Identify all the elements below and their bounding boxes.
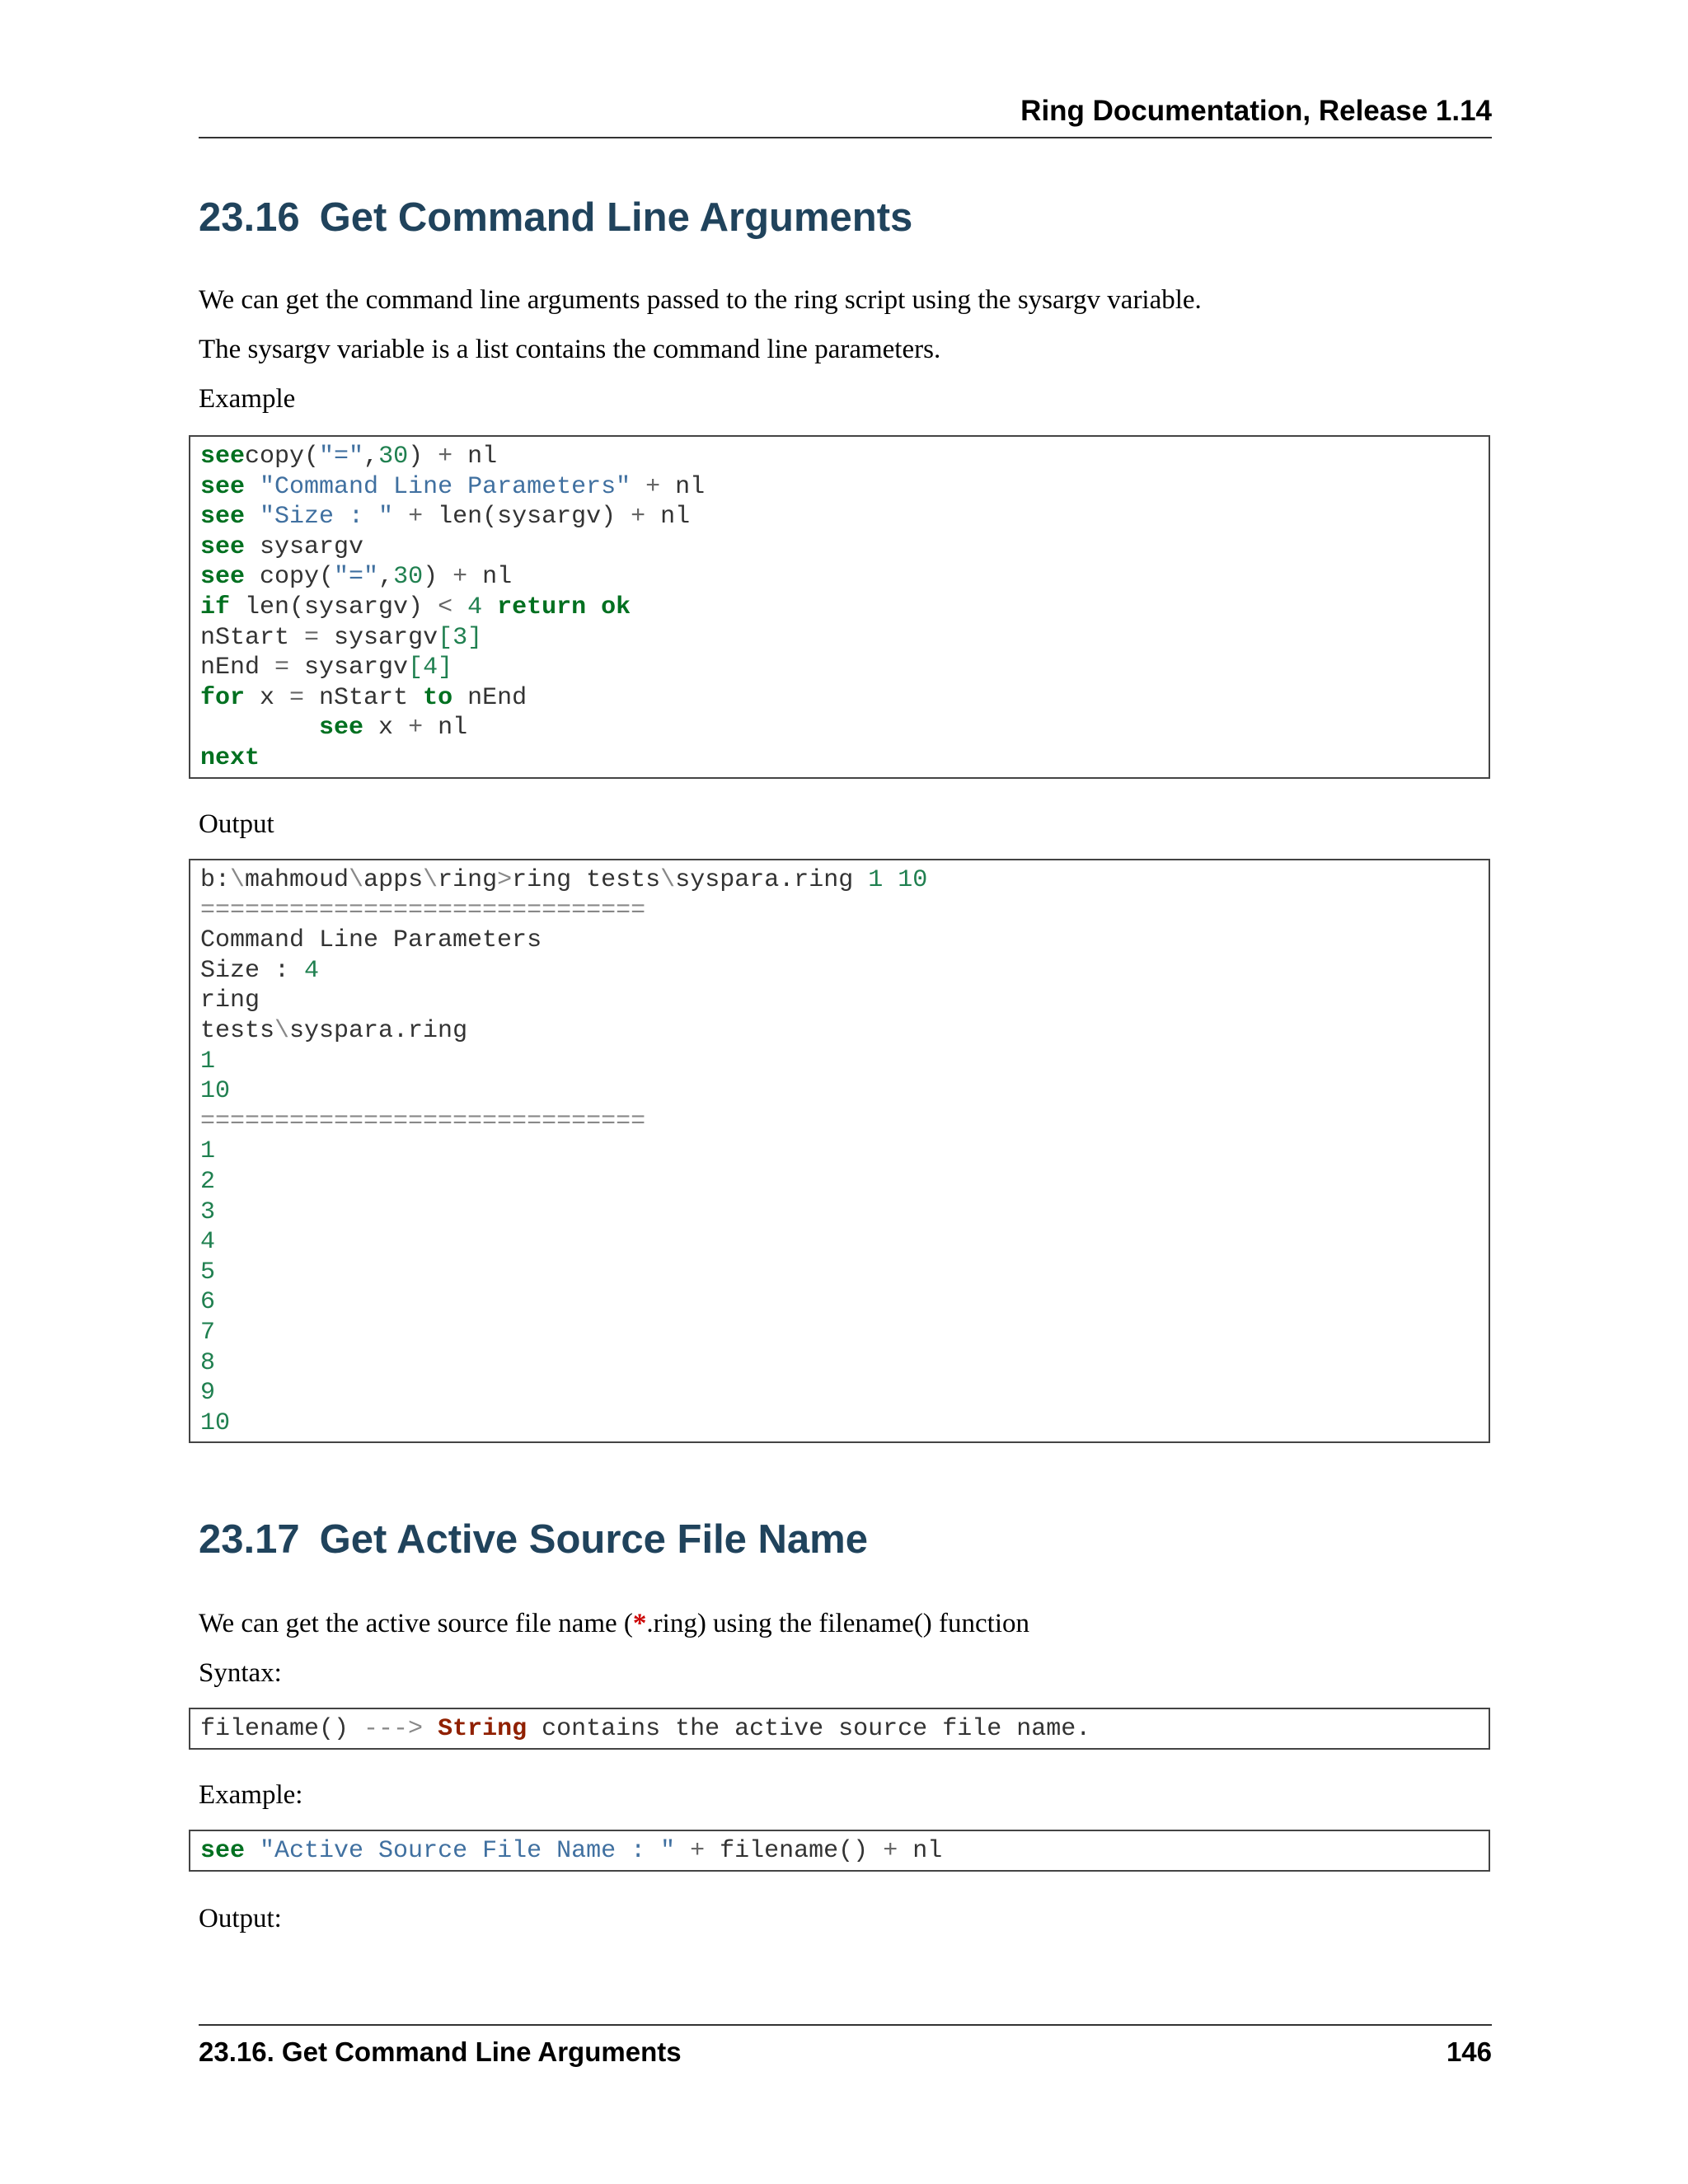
code-token: \ (349, 866, 364, 894)
code-token: "Active Source File Name : " (260, 1837, 676, 1865)
code-token: + (690, 1837, 706, 1865)
code-line (200, 1197, 1479, 1228)
code-token: ============================== (200, 1107, 646, 1136)
code-token: > (497, 866, 513, 894)
paragraph: The sysargv variable is a list contains the command line parameters. (199, 335, 941, 364)
section-title-text: Get Command Line Arguments (319, 195, 913, 240)
code-line (200, 986, 1479, 1016)
code-token: \ (423, 866, 438, 894)
code-token: filename() (705, 1837, 884, 1865)
code-token (631, 473, 645, 501)
section-heading-23-16 (199, 193, 912, 242)
code-line (200, 532, 1479, 563)
header-title: Ring Documentation, Release 1.14 (1020, 95, 1492, 127)
page-number: 146 (1446, 2036, 1492, 2067)
code-token: return (497, 593, 587, 621)
code-line (200, 926, 1479, 956)
code-line (200, 593, 1479, 623)
code-token: see (200, 1837, 246, 1865)
code-token: for (200, 683, 246, 712)
code-token: 4 (304, 956, 320, 985)
footer-section: 23.16. Get Command Line Arguments (199, 2036, 682, 2067)
code-token: "=" (319, 443, 364, 471)
code-token: nl (467, 563, 513, 592)
code-token: = (304, 623, 320, 652)
example-label: Example (199, 384, 296, 414)
code-token: 4 (467, 593, 483, 621)
code-line (200, 442, 1479, 472)
code-token: sysargv (319, 623, 438, 652)
code-line (200, 1378, 1479, 1408)
code-line (200, 1258, 1479, 1288)
running-footer (199, 2024, 1492, 2070)
code-line (200, 502, 1479, 532)
code-token: mahmoud (245, 866, 349, 894)
code-token (245, 473, 260, 501)
code-line (200, 1287, 1479, 1318)
code-token: see (319, 714, 364, 743)
code-line (200, 1318, 1479, 1348)
code-line (200, 743, 1479, 774)
code-token: nEnd (452, 683, 528, 712)
code-token: nl (452, 443, 498, 471)
code-token: + (631, 503, 646, 532)
code-token: Command Line Parameters (200, 926, 542, 955)
code-token: next (200, 743, 260, 772)
code-block-example-2 (189, 1830, 1490, 1872)
code-block-example (189, 435, 1490, 779)
code-token: + (408, 714, 424, 743)
code-token: x (245, 683, 290, 712)
code-token: nl (898, 1837, 943, 1865)
asterisk: * (632, 1609, 647, 1638)
code-token: ) (423, 563, 453, 592)
code-token: 10 (200, 1408, 231, 1437)
code-token: nl (423, 714, 468, 743)
running-header (199, 91, 1492, 138)
code-token: see (200, 472, 246, 501)
code-line (200, 896, 1479, 926)
code-token: , (363, 443, 379, 471)
code-line (200, 956, 1479, 987)
code-token: 5 (200, 1258, 216, 1286)
code-token: nl (660, 472, 706, 501)
code-token: syspara.ring (289, 1016, 468, 1045)
code-line (200, 1408, 1479, 1439)
code-token: ---> (363, 1715, 424, 1743)
section-title-text: Get Active Source File Name (319, 1517, 869, 1562)
code-block-output (189, 859, 1490, 1443)
code-token: 30 (378, 443, 409, 471)
code-line (200, 683, 1479, 714)
code-line (200, 1016, 1479, 1047)
code-token: "=" (334, 563, 379, 592)
code-token: see (200, 563, 246, 592)
code-token: contains the active source file name. (527, 1715, 1091, 1743)
code-token (452, 593, 467, 621)
code-token: 4 (200, 1228, 216, 1257)
code-token: Size : (200, 956, 305, 985)
code-token: 8 (200, 1348, 216, 1377)
code-token: nEnd (200, 654, 275, 682)
code-token: to (423, 683, 453, 712)
example-label: Example: (199, 1780, 303, 1810)
code-token: , (378, 563, 394, 592)
code-line (200, 1167, 1479, 1197)
code-token (200, 714, 319, 742)
code-token: 3 (200, 1197, 216, 1226)
paragraph (199, 1605, 1029, 1642)
code-token: nStart (200, 623, 305, 652)
code-token: 10 (200, 1077, 231, 1106)
code-token: + (438, 443, 453, 471)
code-token: \ (230, 866, 246, 894)
code-line (200, 1836, 1479, 1867)
output-label: Output (199, 809, 274, 839)
code-line (200, 472, 1479, 503)
code-token: = (289, 683, 305, 712)
code-token: len(sysargv) (423, 503, 631, 532)
code-line (200, 865, 1479, 896)
paragraph: We can get the command line arguments passed to the ring script using the sysargv variable. (199, 285, 1202, 315)
code-token: + (883, 1837, 898, 1865)
code-line (200, 1047, 1479, 1077)
code-token: [3] (438, 623, 483, 652)
code-token (393, 503, 408, 531)
code-token: sysargv (289, 654, 409, 682)
code-token: 7 (200, 1318, 216, 1347)
output-label: Output: (199, 1904, 282, 1933)
code-token: see (200, 503, 246, 532)
code-token: = (274, 654, 290, 682)
code-token (586, 593, 601, 621)
code-token: "Size : " (260, 503, 394, 532)
section-number: 23.17 (199, 1517, 300, 1562)
code-token: len(sysargv) (230, 593, 438, 621)
code-token: x (363, 714, 409, 743)
code-token: tests (200, 1016, 275, 1045)
code-token: ring tests (512, 866, 661, 894)
code-token: ok (601, 593, 631, 621)
code-token (482, 593, 497, 621)
code-token: 1 (200, 1047, 216, 1076)
code-line (200, 1107, 1479, 1137)
code-token: see (200, 532, 246, 561)
code-token: + (408, 503, 424, 532)
code-token (245, 503, 260, 531)
code-token: ring (438, 866, 498, 894)
code-token (675, 1837, 690, 1865)
code-token: filename() (200, 1715, 364, 1743)
code-token: ============================== (200, 896, 646, 925)
code-token (423, 1715, 438, 1743)
code-line (200, 1076, 1479, 1107)
code-line (200, 1137, 1479, 1167)
code-token: "Command Line Parameters" (260, 472, 631, 501)
code-token (245, 1837, 260, 1865)
code-token: ) (408, 443, 438, 471)
code-line (200, 713, 1479, 743)
code-token: 2 (200, 1167, 216, 1196)
code-token: syspara.ring (675, 866, 869, 894)
paragraph-text: We can get the active source file name ( (199, 1609, 633, 1638)
code-token: [4] (408, 654, 453, 682)
code-line (200, 623, 1479, 654)
code-line (200, 562, 1479, 593)
paragraph-text: .ring) using the filename() function (646, 1609, 1030, 1638)
code-token: see (200, 443, 246, 471)
code-token: < (438, 593, 453, 621)
code-token: if (200, 593, 231, 621)
code-token: 1 10 (868, 866, 928, 894)
code-token: + (452, 563, 468, 592)
code-token: b: (200, 866, 231, 894)
code-token: \ (660, 866, 676, 894)
code-token: \ (274, 1016, 290, 1045)
section-number: 23.16 (199, 195, 300, 240)
code-block-syntax (189, 1708, 1490, 1750)
code-token: 9 (200, 1379, 216, 1408)
syntax-label: Syntax: (199, 1658, 282, 1688)
code-token: 6 (200, 1288, 216, 1317)
code-token: nl (645, 503, 691, 532)
code-line (200, 1227, 1479, 1258)
code-line (200, 1348, 1479, 1379)
code-token: + (645, 472, 661, 501)
code-token: sysargv (245, 532, 364, 561)
code-token: 30 (393, 563, 424, 592)
code-line (200, 653, 1479, 683)
code-token: 1 (200, 1137, 216, 1166)
code-token: ring (200, 987, 260, 1015)
code-token: nStart (304, 683, 424, 712)
code-line (200, 1714, 1479, 1745)
section-heading-23-17 (199, 1515, 868, 1564)
code-token: apps (363, 866, 424, 894)
code-token: copy( (245, 443, 320, 471)
code-token: copy( (245, 563, 335, 592)
code-token: String (438, 1715, 528, 1743)
